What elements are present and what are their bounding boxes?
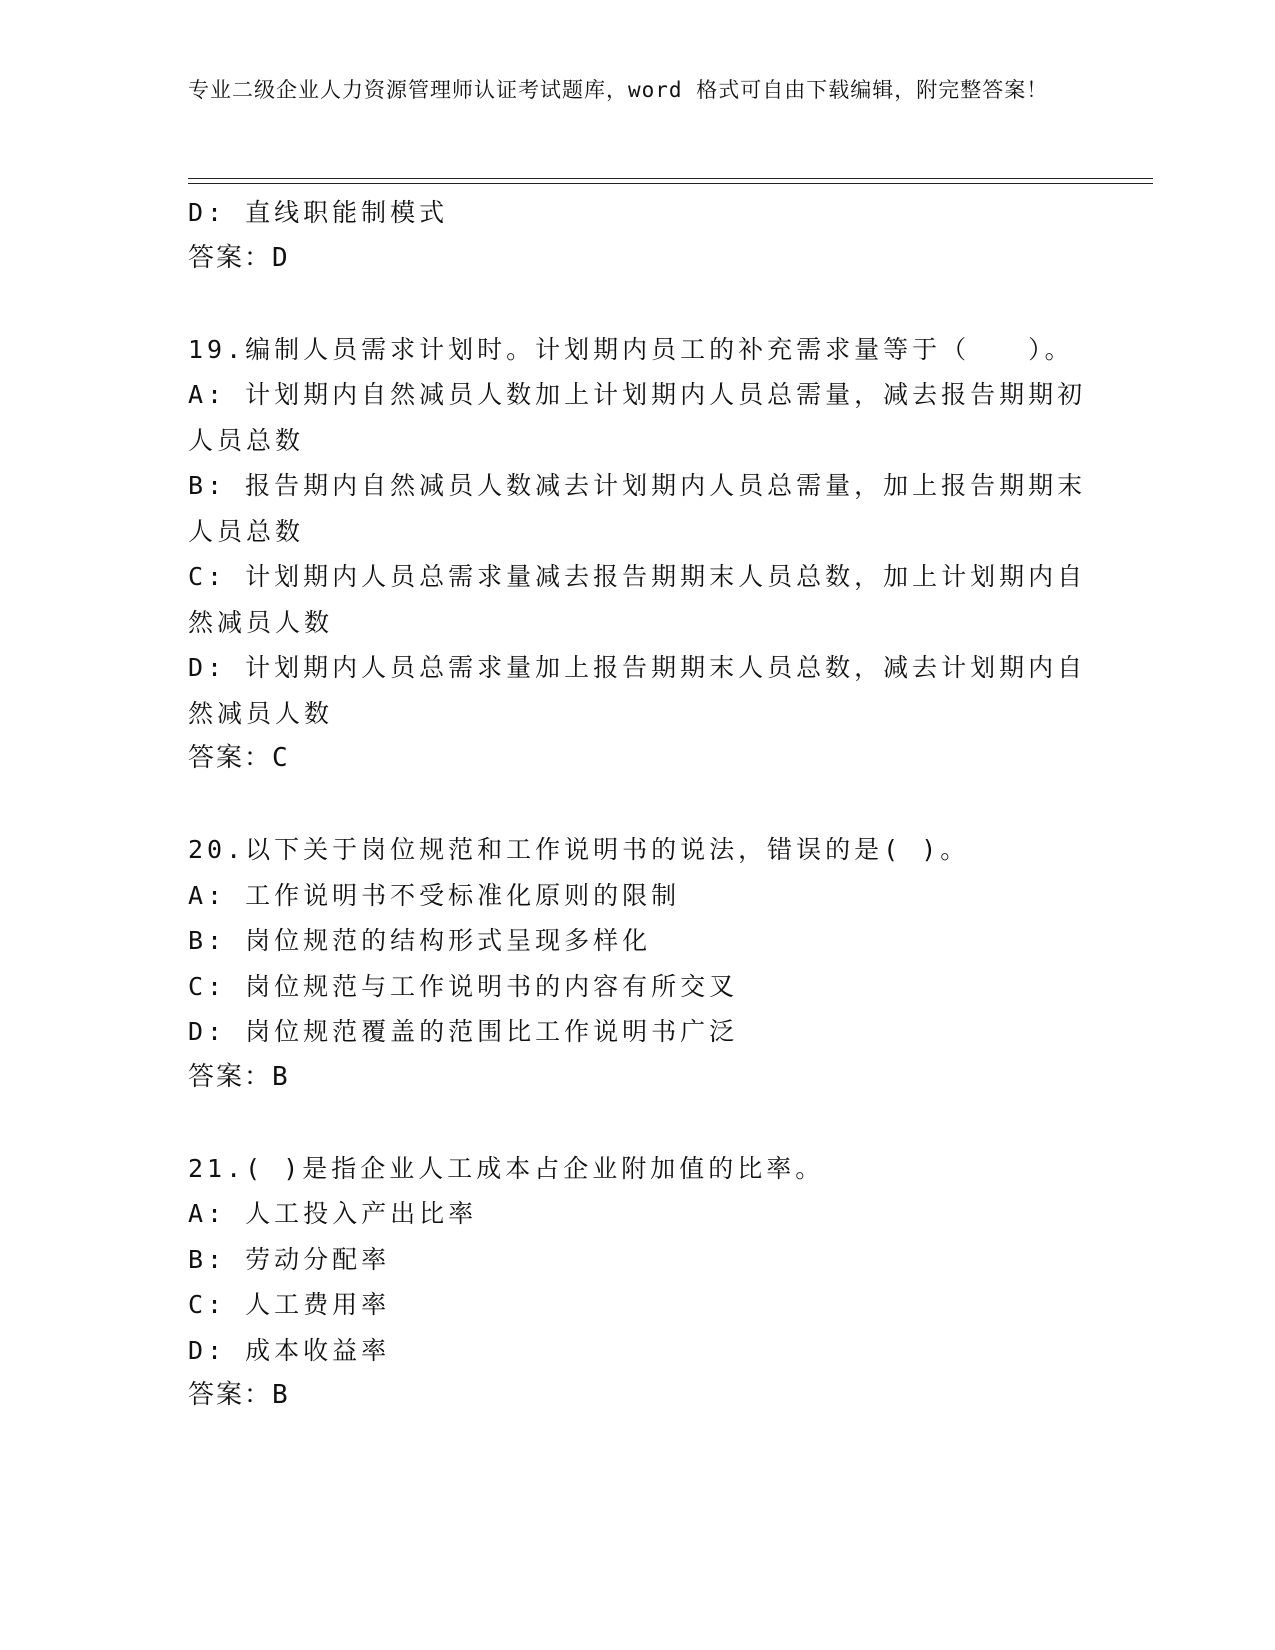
option-c: C: 人工费用率 (188, 1290, 391, 1319)
option-a: A: 人工投入产出比率 (188, 1199, 478, 1228)
option-d: D: 直线职能制模式 (188, 198, 449, 227)
spacer (188, 281, 1088, 327)
option-a: A: 计划期内自然减员人数加上计划期内人员总需量，减去报告期期初 (188, 380, 1087, 409)
question-block-21 (188, 1146, 1088, 1419)
answer-line: 答案：B (188, 1061, 290, 1092)
question-text: 19.编制人员需求计划时。计划期内员工的补充需求量等于（ ）。 (188, 334, 1074, 364)
option-a: A: 工作说明书不受标准化原则的限制 (188, 880, 681, 910)
option-d: D: 成本收益率 (188, 1335, 391, 1365)
option-b: B: 岗位规范的结构形式呈现多样化 (188, 926, 652, 955)
header-divider-top (188, 178, 1153, 179)
option-b-continued: 人员总数 (188, 516, 305, 546)
spacer (188, 782, 1088, 828)
document-header: 专业二级企业人力资源管理师认证考试题库，word 格式可自由下载编辑，附完整答案！ (188, 78, 1049, 102)
answer-line: 答案：B (188, 1380, 290, 1410)
option-c: C: 计划期内人员总需求量减去报告期期末人员总数，加上计划期内自 (188, 562, 1087, 591)
option-b: B: 劳动分配率 (188, 1244, 391, 1274)
option-d: D: 岗位规范覆盖的范围比工作说明书广泛 (188, 1017, 739, 1046)
answer-line: 答案：C (188, 743, 290, 773)
question-block-19 (188, 327, 1088, 782)
answer-line: 答案：D (188, 242, 290, 273)
question-content (188, 190, 1088, 1419)
question-text: 20.以下关于岗位规范和工作说明书的说法，错误的是( )。 (188, 835, 970, 864)
option-c-continued: 然减员人数 (188, 607, 334, 637)
question-block-20 (188, 827, 1088, 1100)
question-text: 21.( )是指企业人工成本占企业附加值的比率。 (188, 1153, 825, 1183)
option-b: B: 报告期内自然减员人数减去计划期内人员总需量，加上报告期期末 (188, 471, 1087, 500)
question-block-18 (188, 190, 1088, 281)
option-a-continued: 人员总数 (188, 425, 305, 455)
header-divider-bottom (188, 183, 1153, 184)
option-c: C: 岗位规范与工作说明书的内容有所交叉 (188, 971, 739, 1001)
option-d-continued: 然减员人数 (188, 698, 334, 728)
spacer (188, 1100, 1088, 1146)
option-d: D: 计划期内人员总需求量加上报告期期末人员总数，减去计划期内自 (188, 653, 1087, 682)
